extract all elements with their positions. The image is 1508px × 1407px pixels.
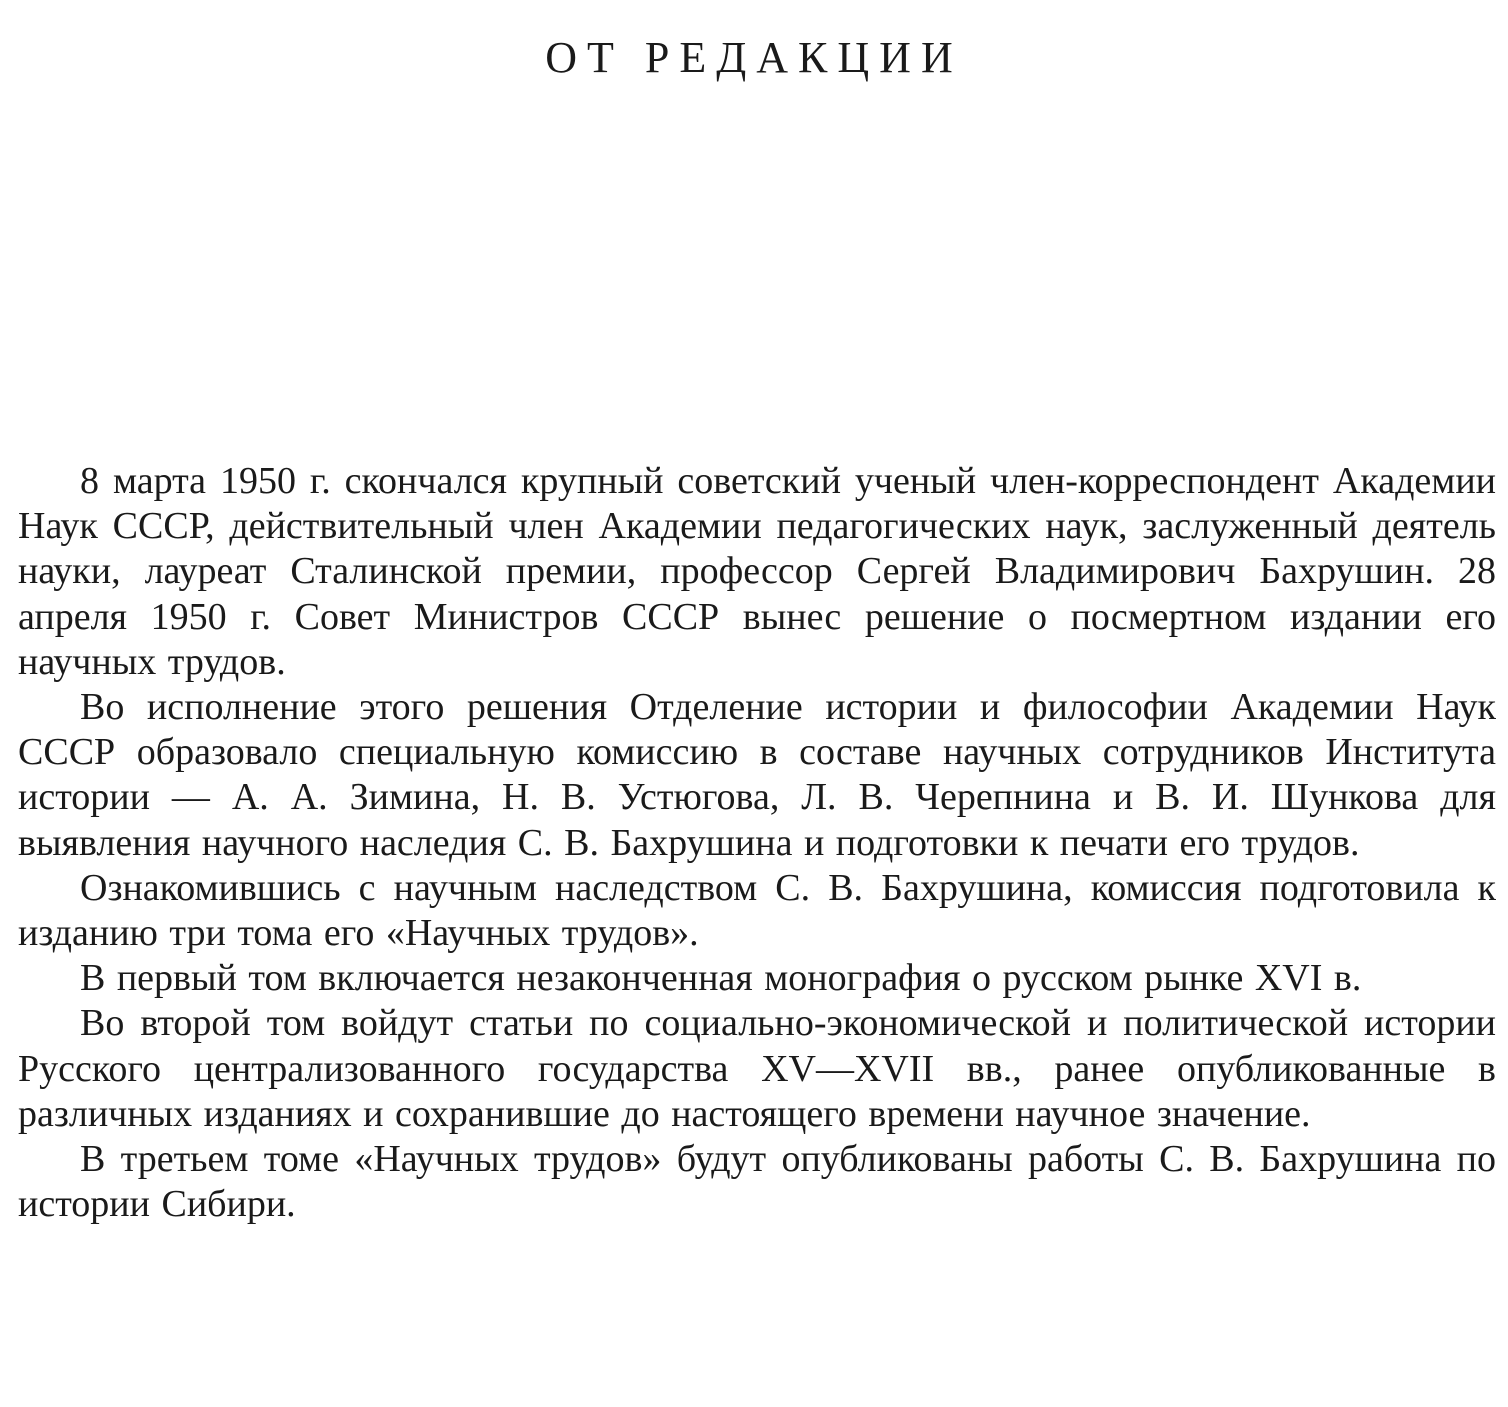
paragraph-4: В первый том включается незаконченная монография о русском рынке XVI в. bbox=[80, 957, 1362, 1000]
paragraph-6: В третьем томе «Научных трудов» будут опубликованы работы С. В. Бахрушина по истории Сибири. bbox=[18, 1138, 1496, 1226]
paragraph-2: Во исполнение этого решения Отделение истории и философии Академии Наук СССР образовало специальную комиссию в составе научных сотрудников Института истории — А. А. Зимина, Н. В. Устюгова, Л. В. Черепнина и В. И. Шункова для выявления научного наследия С. В. Бахрушина и подготовки к печати его трудов. bbox=[18, 686, 1496, 864]
paragraph-3: Ознакомившись с научным наследством С. В. Бахрушина, комиссия подготовила к изданию три тома его «Научных трудов». bbox=[18, 866, 1496, 955]
page-title: ОТ РЕДАКЦИИ bbox=[545, 33, 963, 82]
editorial-text bbox=[18, 459, 1496, 1227]
paragraph-5: Во второй том войдут статьи по социально-экономической и политической истории Русского централизованного государства XV—XVII вв., ранее опубликованные в различных изданиях и сохранившие до настоящего времени научное значение. bbox=[18, 1002, 1496, 1135]
paragraph-1: 8 марта 1950 г. скончался крупный советский ученый член-корреспондент Академии Наук СССР, действительный член Академии педагогических наук, заслуженный деятель науки, лауреат Сталинской премии, профессор Сергей Владимирович Бахрушин. 28 апреля 1950 г. Совет Министров СССР вынес решение о посмертном издании его научных трудов. bbox=[18, 460, 1496, 683]
